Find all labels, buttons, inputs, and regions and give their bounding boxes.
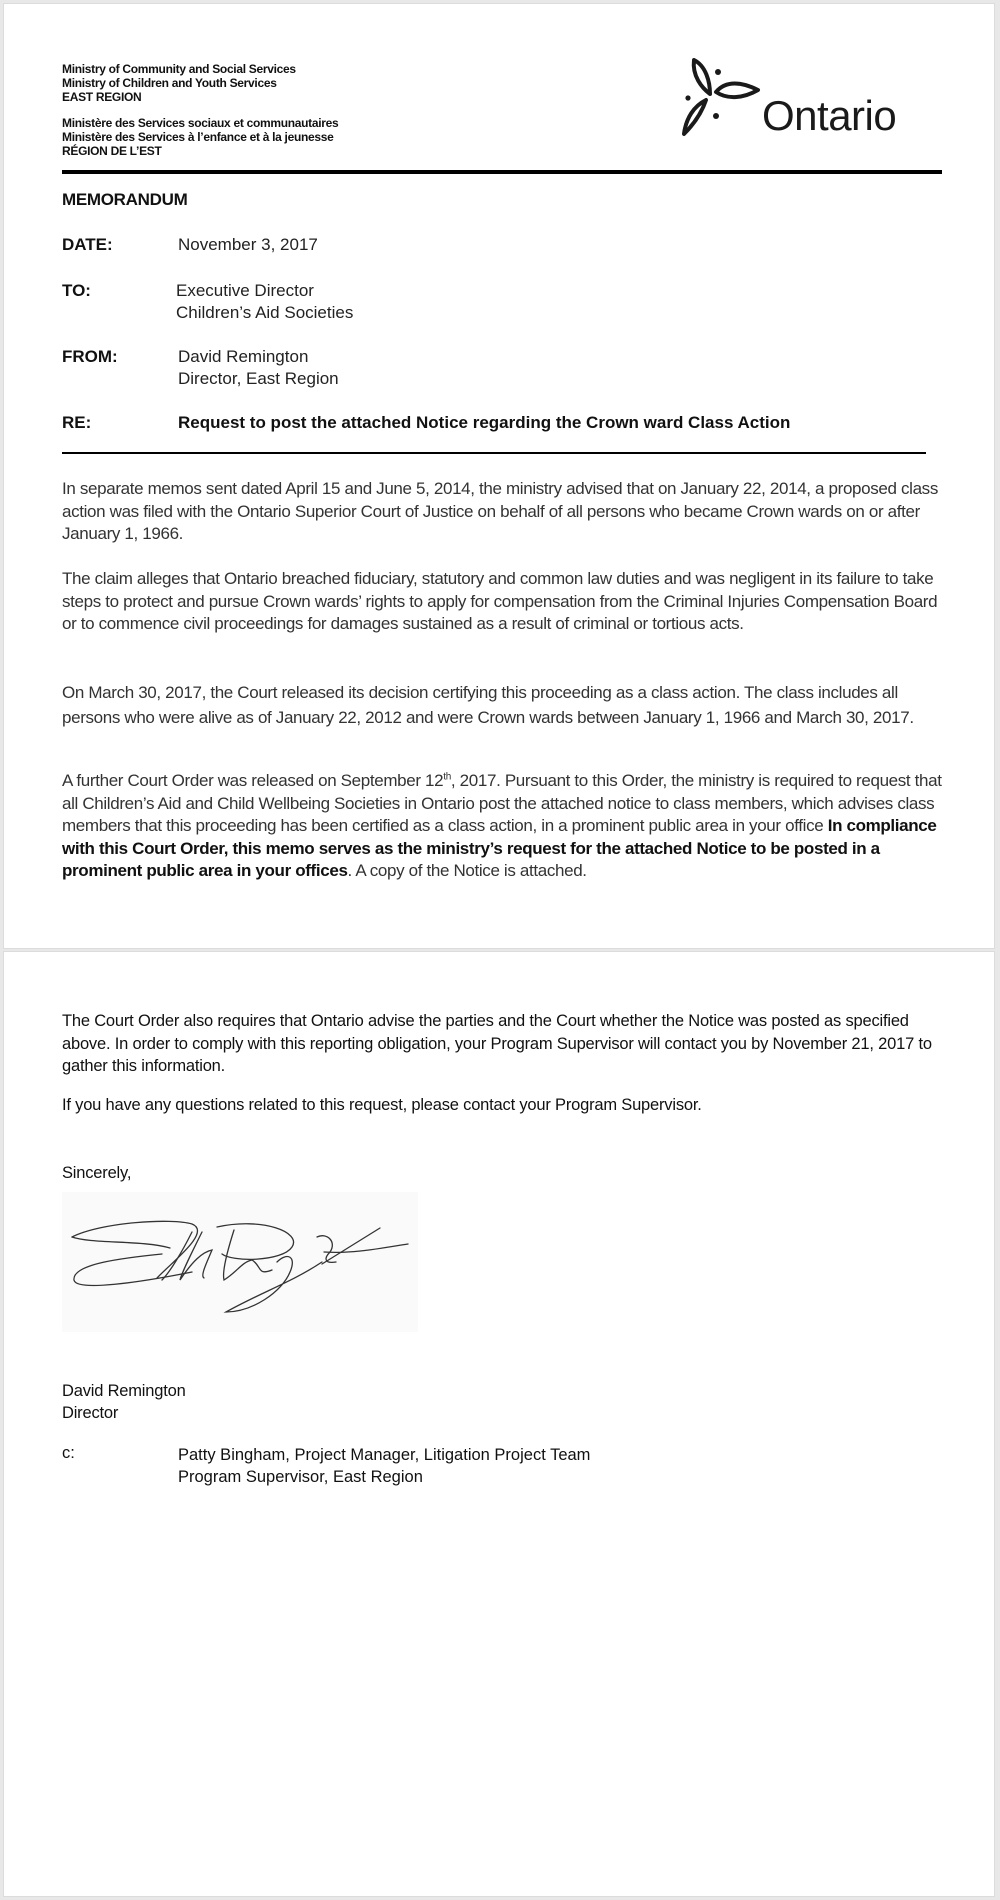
body-paragraph-2: The claim alleges that Ontario breached fiduciary, statutory and common law duties and was negligent in its failure to take steps to protect and pursue Crown wards’ rights to apply for compensation from the Criminal Injuries Compensation Board or to commence civil proceedings for damages sustained as a result of criminal or tortious acts. xyxy=(62,569,938,633)
cc-label: c: xyxy=(62,1444,75,1462)
body-paragraph-6: If you have any questions related to this request, please contact your Program Supervisor. xyxy=(62,1096,702,1114)
signer-title: Director xyxy=(62,1404,119,1422)
ministry-line-fr: Ministère des Services à l’enfance et à la jeunesse xyxy=(62,130,334,144)
subject-divider xyxy=(62,452,926,454)
re-label: RE: xyxy=(62,413,92,432)
to-label: TO: xyxy=(62,281,91,300)
document-page-1 xyxy=(4,4,994,948)
ontario-logo xyxy=(680,54,920,144)
ministry-letterhead xyxy=(62,62,338,158)
document-page-2 xyxy=(4,952,994,1896)
closing: Sincerely, xyxy=(62,1164,132,1182)
ministry-line: Ministry of Children and Youth Services xyxy=(62,76,277,90)
body-paragraph-3: On March 30, 2017, the Court released its decision certifying this proceeding as a class action. The class includes all persons who were alive as of January 22, 2012 and were Crown wards between January 1, 1966 and March 30, 2017. xyxy=(62,683,914,727)
to-value xyxy=(176,280,353,324)
ministry-line-fr: Ministère des Services sociaux et communautaires xyxy=(62,116,339,130)
body-paragraph-1: In separate memos sent dated April 15 and June 5, 2014, the ministry advised that on January 22, 2014, a proposed class action was filed with the Ontario Superior Court of Justice on behalf of all persons who became Crown wards on or after January 1, 1966. xyxy=(62,479,938,543)
cc-recipient: Patty Bingham, Project Manager, Litigation Project Team xyxy=(178,1446,591,1464)
memo-title: MEMORANDUM xyxy=(62,190,188,209)
from-value xyxy=(178,346,339,390)
ontario-wordmark: Ontario xyxy=(762,92,897,139)
signer-block xyxy=(62,1380,942,1424)
signer-name: David Remington xyxy=(62,1382,186,1400)
para4-text: , 2017. Pursuant to this Order, the ministry is required to request that all Children’s Aid and Child Wellbeing Societies in Ontario post the attached notice to class members, which advises class members that this proceeding has been certified as a class action, in a prominent public area in your office xyxy=(62,771,942,835)
para4-superscript: th xyxy=(443,771,451,783)
ministry-line-fr: RÉGION DE L’EST xyxy=(62,144,162,158)
trillium-icon xyxy=(680,54,766,138)
re-subject: Request to post the attached Notice regarding the Crown ward Class Action xyxy=(178,413,791,432)
para4-text: A further Court Order was released on September 12 xyxy=(62,771,444,790)
handwritten-signature-icon xyxy=(62,1192,418,1332)
signature xyxy=(62,1192,418,1332)
cc-recipients xyxy=(178,1444,590,1488)
header-divider xyxy=(62,170,942,174)
body-paragraph-4 xyxy=(62,770,942,883)
ministry-line: Ministry of Community and Social Services xyxy=(62,62,296,76)
ministry-line: EAST REGION xyxy=(62,90,142,104)
to-line: Children’s Aid Societies xyxy=(176,303,354,322)
date-label: DATE: xyxy=(62,235,113,254)
para4-bold-request: In compliance with this Court Order, this memo serves as the ministry’s request for the attached Notice to be posted in a prominent public area in your offices xyxy=(62,816,937,880)
to-line: Executive Director xyxy=(176,281,314,300)
from-line: David Remington xyxy=(178,347,309,366)
date-value: November 3, 2017 xyxy=(178,235,318,254)
body-paragraph-5: The Court Order also requires that Ontario advise the parties and the Court whether the Notice was posted as specified above. In order to comply with this reporting obligation, your Program Supervisor will contact you by November 21, 2017 to gather this information. xyxy=(62,1012,932,1075)
para4-text: . A copy of the Notice is attached. xyxy=(347,861,587,880)
from-label: FROM: xyxy=(62,347,118,366)
from-line: Director, East Region xyxy=(178,369,339,388)
cc-recipient: Program Supervisor, East Region xyxy=(178,1468,423,1486)
